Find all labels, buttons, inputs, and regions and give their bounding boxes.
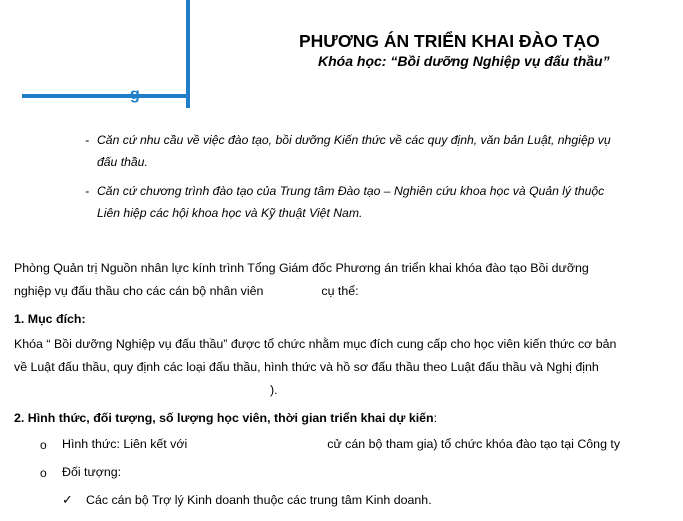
basis-item-2-line-2: Liên hiệp các hội khoa học và Kỹ thuật Việt Nam. bbox=[97, 206, 363, 220]
section-1-body bbox=[14, 333, 678, 402]
logo-text-fragment: g bbox=[130, 86, 141, 103]
target-subitem: Các cán bộ Trợ lý Kinh doanh thuộc các trung tâm Kinh doanh. bbox=[86, 493, 432, 507]
logo-frame bbox=[22, 0, 190, 98]
target-item: Đối tượng: bbox=[62, 465, 122, 479]
document-title: PHƯƠNG ÁN TRIỂN KHAI ĐÀO TẠO bbox=[299, 31, 600, 51]
logo-accent-bar bbox=[186, 92, 190, 108]
section-1-heading: 1. Mục đích: bbox=[14, 312, 86, 326]
basis-item-2 bbox=[97, 180, 677, 224]
circle-bullet: o bbox=[40, 438, 47, 452]
checkmark-icon: ✓ bbox=[62, 492, 73, 507]
dash-bullet: - bbox=[85, 184, 90, 198]
section-1-line-3: ). bbox=[270, 383, 278, 397]
basis-item-1-line-2: đấu thầu. bbox=[97, 155, 148, 169]
section-1-line-2: về Luật đấu thầu, quy định các loại đấu thầu, hình thức và hồ sơ đấu thầu theo Luật đấu thầu và Nghị định bbox=[14, 360, 599, 374]
dash-bullet: - bbox=[85, 133, 90, 147]
basis-item-1-line-1: Căn cứ nhu cầu về việc đào tạo, bồi dưỡng Kiến thức về các quy định, văn bản Luật, nhgiệp vụ bbox=[97, 133, 611, 147]
section-2-heading: 2. Hình thức, đối tượng, số lượng học viên, thời gian triển khai dự kiến bbox=[14, 411, 434, 425]
basis-item-2-line-1: Căn cứ chương trình đào tạo của Trung tâm Đào tạo – Nghiên cứu khoa học và Quản lý thuộc bbox=[97, 184, 605, 198]
form-item-end: cử cán bộ tham gia) tổ chức khóa đào tạo tại Công ty bbox=[327, 437, 621, 451]
intro-line-2-end: cụ thể: bbox=[321, 284, 359, 298]
basis-item-1 bbox=[97, 129, 677, 173]
section-1-line-1: Khóa “ Bồi dưỡng Nghiệp vụ đấu thầu” được tổ chức nhằm mục đích cung cấp cho học viên kiến thức cơ bản bbox=[14, 337, 617, 351]
intro-line-1: Phòng Quản trị Nguồn nhân lực kính trình Tổng Giám đốc Phương án triển khai khóa đào tạo Bồi dưỡng bbox=[14, 261, 589, 275]
form-item-start: Hình thức: Liên kết với bbox=[62, 437, 188, 451]
circle-bullet: o bbox=[40, 466, 47, 480]
section-2-heading-row bbox=[14, 407, 678, 430]
intro-line-2 bbox=[14, 280, 678, 303]
form-item bbox=[62, 437, 620, 451]
section-2-heading-colon: : bbox=[433, 411, 438, 425]
intro-paragraph bbox=[14, 257, 678, 303]
document-subtitle: Khóa học: “Bồi dưỡng Nghiệp vụ đấu thầu” bbox=[318, 53, 610, 69]
intro-line-2-start: nghiệp vụ đấu thầu cho các cán bộ nhân viên bbox=[14, 284, 264, 298]
